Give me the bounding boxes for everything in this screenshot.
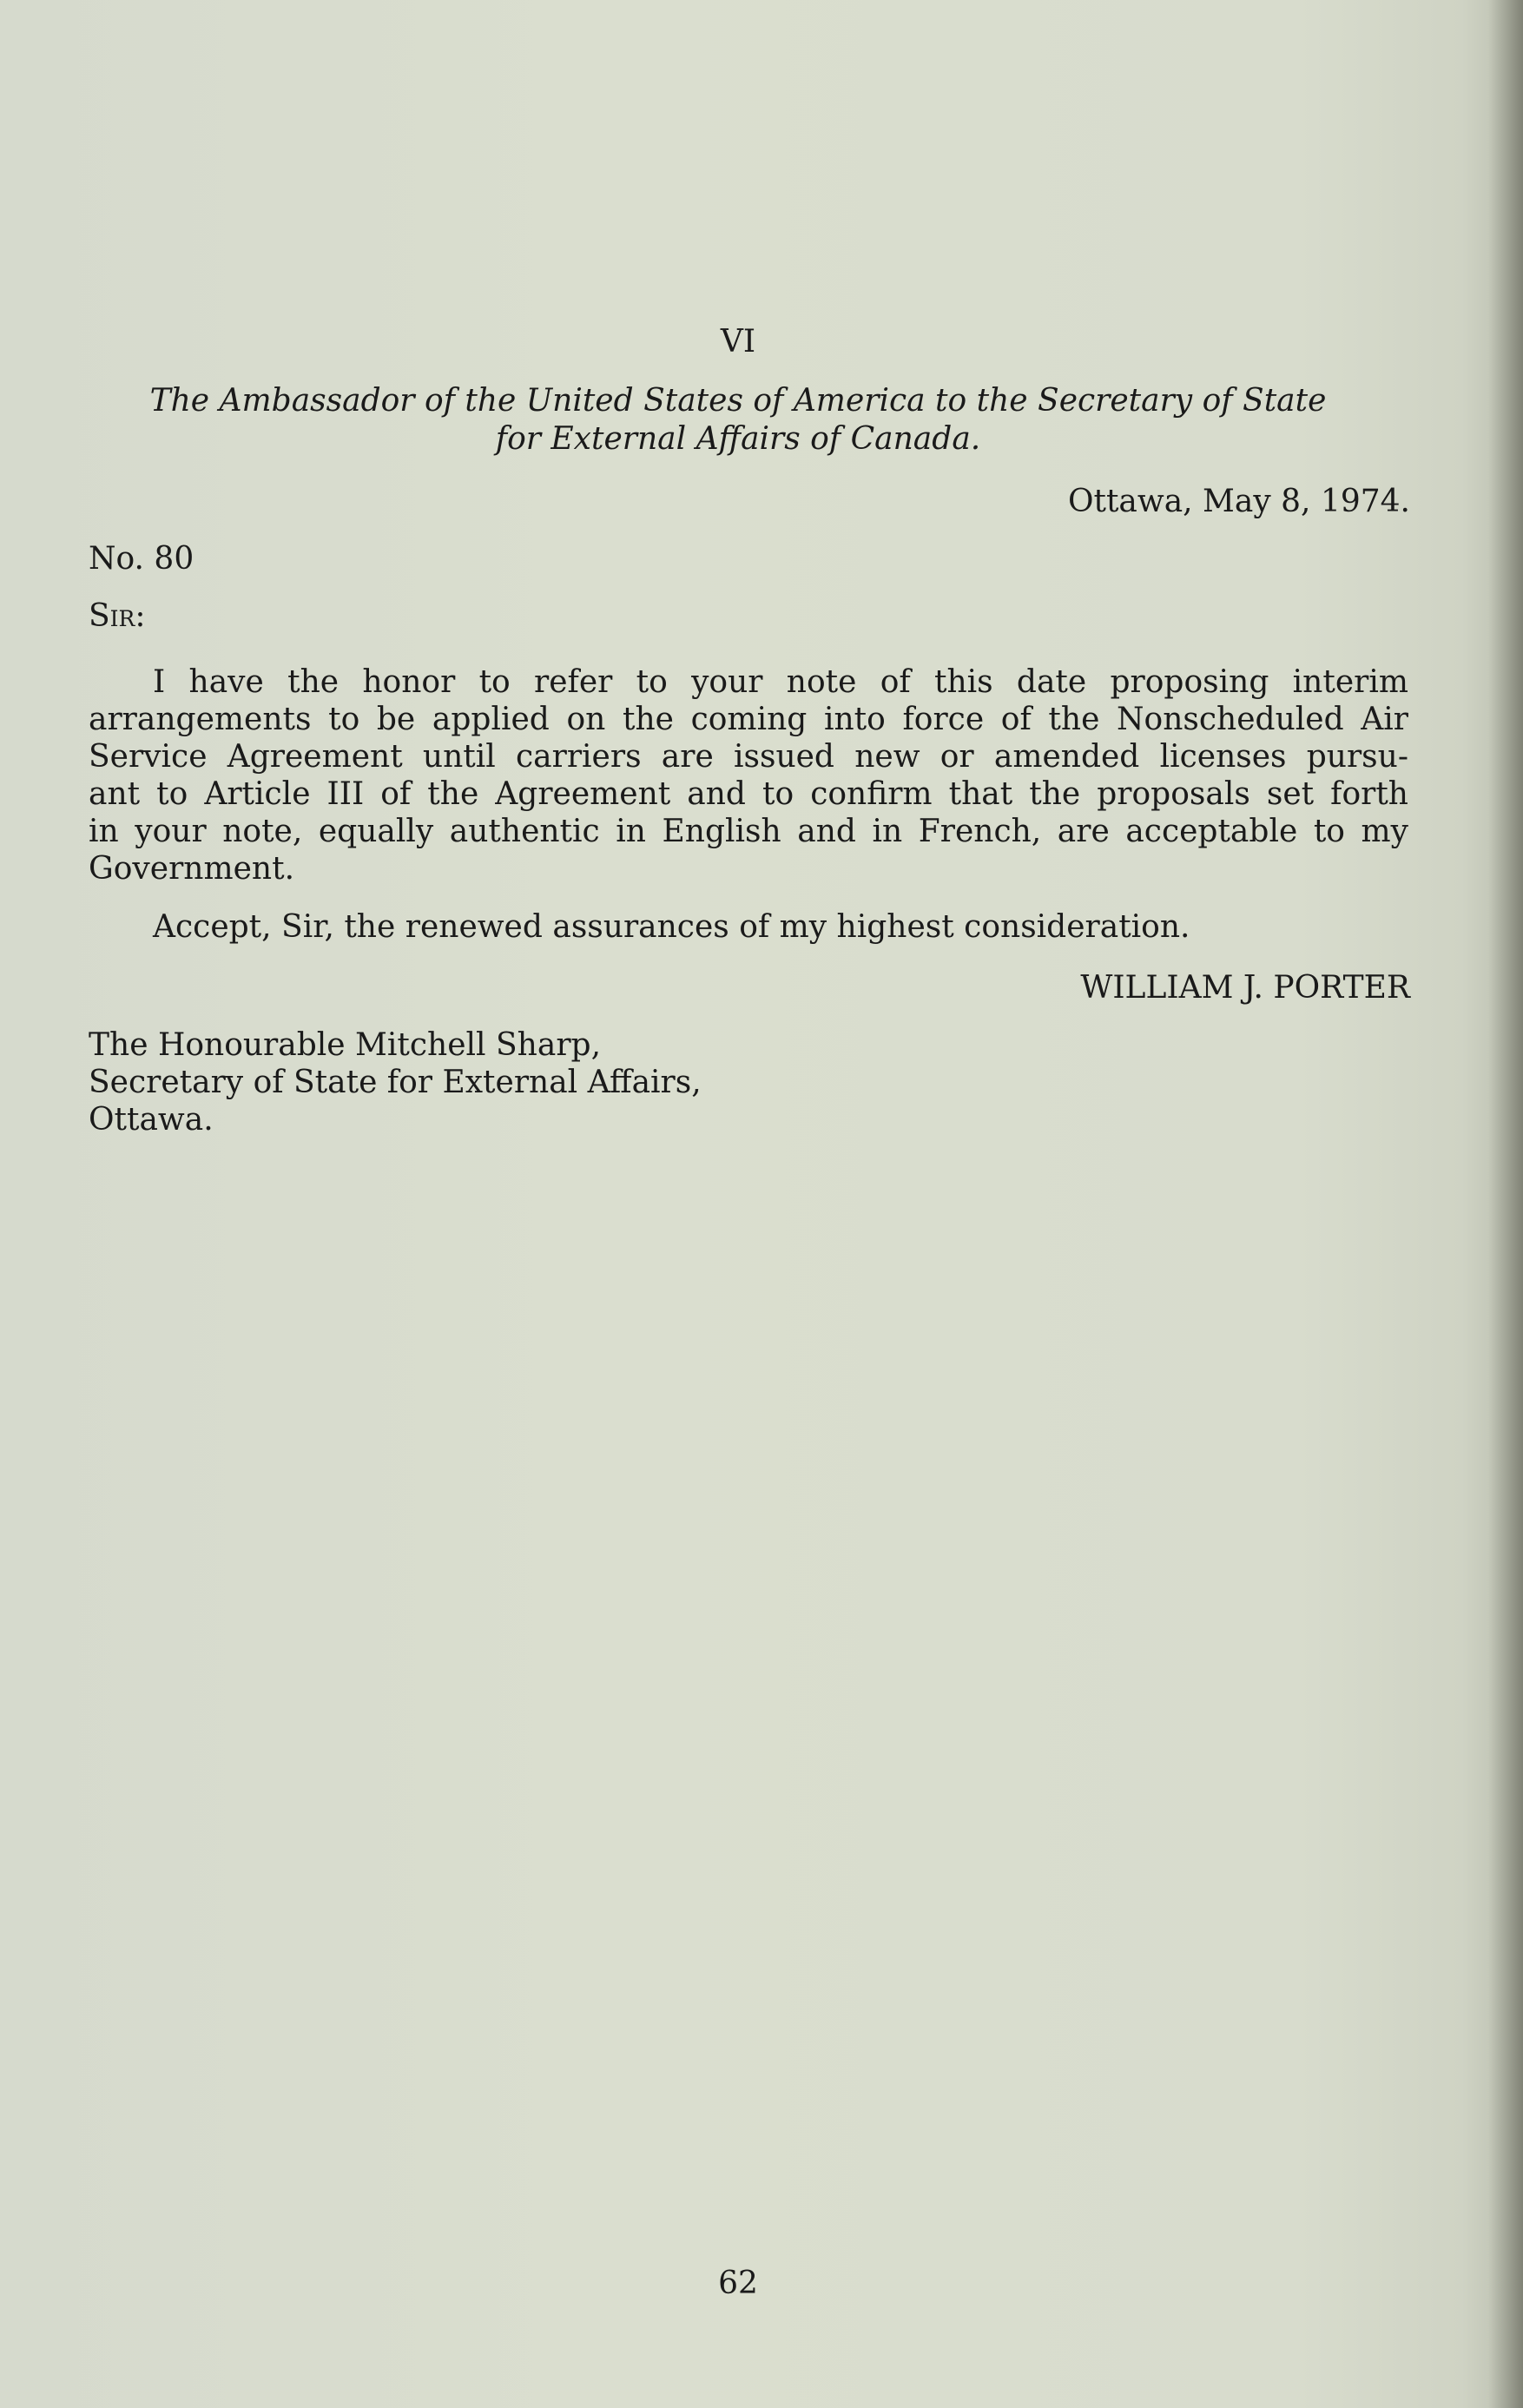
signature: WILLIAM J. PORTER	[1080, 970, 1410, 1006]
body-line-3: Service Agreement until carriers are issued new or amended licenses pursu-	[89, 739, 1408, 775]
section-number: VI	[720, 324, 756, 360]
body-paragraph	[89, 663, 1408, 887]
heading-line-1: The Ambassador of the United States of America to the Secretary of State	[149, 383, 1327, 419]
page-number: 62	[718, 2266, 758, 2301]
place-date: Ottawa, May 8, 1974.	[1067, 484, 1410, 519]
book-spine-shadow	[1488, 0, 1523, 2408]
body-line-4: ant to Article III of the Agreement and to confirm that the proposals set forth	[89, 776, 1408, 812]
body-line-5: in your note, equally authentic in English and in French, are acceptable to my	[89, 814, 1408, 849]
closing-line: Accept, Sir, the renewed assurances of my highest consideration.	[153, 909, 1190, 945]
heading-line-2: for External Affairs of Canada.	[495, 421, 981, 457]
body-line-2: arrangements to be applied on the coming into force of the Nonscheduled Air	[89, 702, 1408, 737]
addressee-line-1: The Honourable Mitchell Sharp,	[89, 1027, 602, 1063]
body-line-1: I have the honor to refer to your note of this date proposing interim	[153, 664, 1408, 700]
addressee-line-2: Secretary of State for External Affairs,	[89, 1065, 702, 1100]
body-line-6: Government.	[89, 851, 295, 887]
salutation: Sir:	[89, 598, 146, 634]
addressee-line-3: Ottawa.	[89, 1102, 214, 1138]
note-number: No. 80	[89, 541, 194, 577]
